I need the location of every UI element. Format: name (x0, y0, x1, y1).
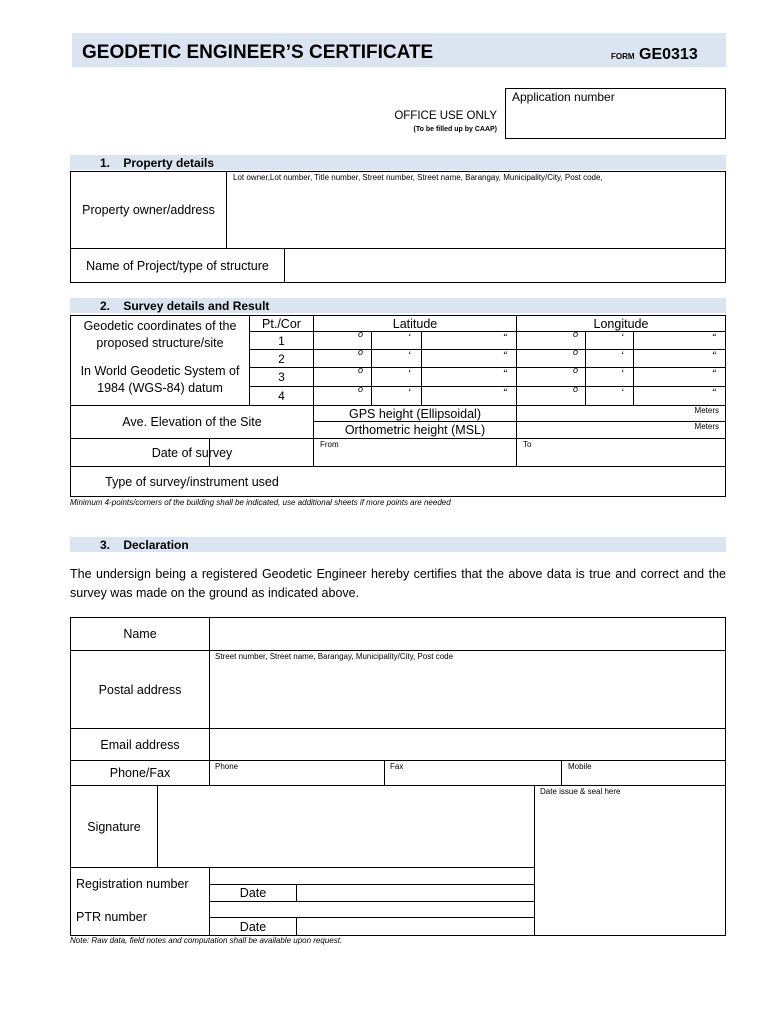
fax-field[interactable] (385, 761, 561, 785)
registration-number-label: Registration number (76, 877, 189, 891)
email-field[interactable] (210, 729, 725, 760)
meters-unit: Meters (694, 406, 719, 415)
property-owner-field[interactable] (227, 172, 725, 248)
survey-to-field[interactable] (517, 439, 725, 466)
point-label: 1 (278, 333, 285, 348)
section-3-title: 3. Declaration (100, 538, 189, 552)
survey-note: Minimum 4-points/corners of the building shall be indicated, use additional sheets if more points are needed (70, 498, 451, 507)
longitude-header: Longitude (593, 316, 649, 331)
phone-fax-label: Phone/Fax (109, 766, 171, 780)
ptr-number-label: PTR number (76, 910, 147, 924)
degree-symbol: o (358, 347, 364, 357)
from-label: From (320, 440, 339, 449)
second-symbol: “ (712, 350, 716, 362)
application-number-field[interactable] (505, 88, 726, 139)
project-label: Name of Project/type of structure (86, 258, 269, 273)
point-label: 4 (278, 389, 285, 403)
fax-label: Fax (390, 762, 404, 771)
seal-area[interactable] (535, 786, 725, 935)
application-number-label: Application number (512, 90, 615, 104)
name-label: Name (123, 627, 157, 641)
minute-symbol: ‘ (621, 368, 624, 380)
registration-number-field[interactable] (210, 868, 534, 884)
coordinates-label-text: Geodetic coordinates of the proposed structure/site (83, 319, 237, 350)
orthometric-height-field[interactable] (517, 422, 725, 438)
pt-cor-header: Pt./Cor (262, 316, 301, 331)
phone-label: Phone (215, 762, 239, 771)
registration-date-label: Date (239, 886, 267, 900)
postal-address-hint: Street number, Street name, Barangay, Municipality/City, Post code (215, 652, 454, 661)
postal-address-label: Postal address (98, 682, 182, 697)
minute-symbol: ‘ (408, 332, 411, 344)
degree-symbol: o (573, 384, 579, 394)
signature-label: Signature (87, 819, 141, 834)
minute-symbol: ‘ (408, 387, 411, 399)
footnote: Note: Raw data, field notes and computation shall be available upon request. (70, 936, 343, 945)
name-field[interactable] (210, 618, 725, 650)
degree-symbol: o (573, 329, 579, 339)
section-1-title: 1. Property details (100, 156, 215, 170)
second-symbol: “ (503, 332, 507, 344)
project-field[interactable] (285, 249, 725, 282)
mobile-field[interactable] (562, 761, 725, 785)
datum-label-text: In World Geodetic System of 1984 (WGS-84) datum (80, 364, 240, 395)
form-title: GEODETIC ENGINEER’S CERTIFICATE (82, 42, 434, 63)
point-label: 2 (278, 351, 285, 366)
degree-symbol: o (358, 384, 364, 394)
declaration-statement: The undersign being a registered Geodetic Engineer hereby certifies that the above data is true and correct and the survey was made on the ground as indicated above. (70, 567, 726, 600)
survey-type-field[interactable] (314, 467, 725, 496)
registration-date-field[interactable] (297, 885, 534, 901)
degree-symbol: o (358, 329, 364, 339)
second-symbol: “ (503, 368, 507, 380)
minute-symbol: ‘ (621, 350, 624, 362)
minute-symbol: ‘ (408, 368, 411, 380)
meters-unit: Meters (694, 422, 719, 431)
degree-symbol: o (573, 365, 579, 375)
seal-label: Date issue & seal here (540, 787, 621, 796)
property-owner-hint: Lot owner,Lot number, Title number, Street number, Street name, Barangay, Municipality/City, Post code, (233, 173, 603, 182)
date-of-survey-label: Date of survey (151, 445, 233, 460)
office-use-label: OFFICE USE ONLY (394, 110, 497, 122)
survey-type-label: Type of survey/instrument used (105, 474, 279, 489)
minute-symbol: ‘ (621, 332, 624, 344)
form-code: GE0313 (639, 46, 698, 63)
second-symbol: “ (712, 332, 716, 344)
survey-from-field[interactable] (314, 439, 516, 466)
section-2-title: 2. Survey details and Result (100, 299, 270, 313)
minute-symbol: ‘ (408, 350, 411, 362)
mobile-label: Mobile (568, 762, 592, 771)
email-label: Email address (100, 737, 180, 752)
property-owner-label: Property owner/address (82, 203, 215, 217)
form-prefix: FORM (611, 52, 635, 61)
degree-symbol: o (573, 347, 579, 357)
second-symbol: “ (712, 368, 716, 380)
minute-symbol: ‘ (621, 387, 624, 399)
signature-field[interactable] (158, 786, 534, 867)
ptr-number-field[interactable] (210, 902, 534, 917)
ptr-date-label: Date (239, 919, 267, 934)
latitude-header: Latitude (392, 316, 438, 331)
to-label: To (523, 440, 532, 449)
point-label: 3 (278, 370, 285, 384)
degree-symbol: o (358, 365, 364, 375)
elevation-label: Ave. Elevation of the Site (122, 415, 262, 429)
phone-field[interactable] (210, 761, 384, 785)
gps-height-label: GPS height (Ellipsoidal) (348, 406, 481, 421)
office-use-sublabel: (To be filled up by CAAP) (413, 126, 497, 133)
second-symbol: “ (503, 387, 507, 399)
coordinates-label (71, 318, 249, 397)
second-symbol: “ (712, 387, 716, 399)
second-symbol: “ (503, 350, 507, 362)
orthometric-height-label: Orthometric height (MSL) (344, 423, 486, 437)
gps-height-field[interactable] (517, 406, 725, 421)
ptr-date-field[interactable] (297, 918, 534, 935)
form-code-block (611, 46, 698, 64)
postal-address-field[interactable] (210, 651, 725, 728)
